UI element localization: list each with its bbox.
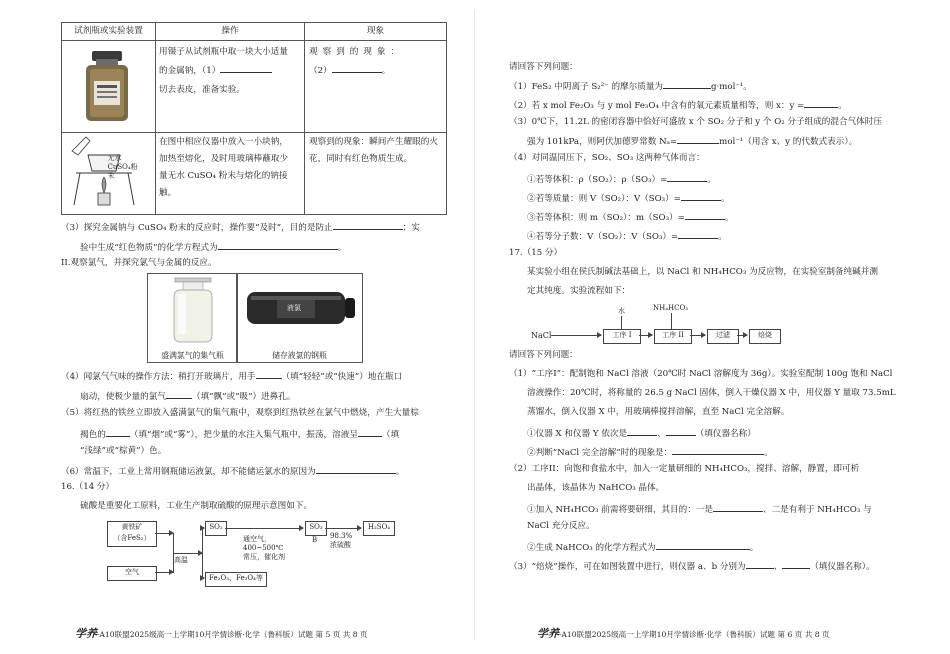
answer-blank-17[interactable] (627, 426, 657, 436)
answer-blank-13[interactable] (667, 172, 707, 182)
row1-op-line1: 用镊子从试剂瓶中取一块大小适量 (159, 47, 288, 57)
s2-line1: （2）工序II：向饱和食盐水中，加入一定量研细的 NH₄HCO₃，搅拌、溶解，静置，即可析 (509, 464, 860, 474)
s2-line2: 出晶体，该晶体为 NaHCO₃ 晶体。 (527, 483, 665, 493)
calcine-box: 焙烧 (749, 329, 781, 344)
part-ii-heading: II.观察氯气，并探究氯气与金属的反应。 (61, 258, 217, 268)
s1-q1: ①仪器 X 和仪器 Y 依次是 、 （填仪器名称） (527, 426, 756, 440)
water-label: 水 (618, 307, 625, 315)
answer-blank-9[interactable] (316, 464, 396, 474)
q17-title: 17.（15 分） (509, 248, 563, 258)
row2-operation-cell (156, 133, 305, 215)
q16-intro: 硫酸是重要化工原料，工业生产制取硫酸的原理示意图如下。 (80, 501, 313, 511)
row2-op-line1: 在图中相应仪器中放入一小块钠， (159, 137, 288, 147)
answer-blank-16[interactable] (678, 229, 718, 239)
q3-line2: 验中生成“红色物质”的化学方程式为 。 (80, 240, 346, 254)
s3-line: （3）“焙烧”操作，可在如图装置中进行，则仪器 a、b 分别为 、 （填仪器名称）。 (509, 559, 875, 573)
filter-arrow (737, 335, 747, 336)
answer-blank-5[interactable] (256, 369, 282, 379)
answer-blank-11[interactable] (804, 98, 838, 108)
row1-phenomenon-cell (305, 41, 447, 133)
answer-blank-2[interactable] (332, 63, 382, 73)
table-header-phenomenon: 现象 (305, 23, 447, 41)
nacl-label: NaCl (531, 331, 552, 340)
cylinder-label: 液氯 (287, 304, 301, 312)
reactor-arrow (173, 553, 202, 554)
row2-op-line4: 触。 (159, 188, 177, 198)
answer-blank-20[interactable] (713, 502, 763, 512)
step1-box: 工序 I (603, 329, 641, 344)
q6-line: （6）常温下，工业上常用钢瓶储运液氯，却不能储运氯水的原因为 。 (61, 464, 404, 478)
answer-blank-8[interactable] (358, 427, 382, 437)
answer-blank-14[interactable] (681, 191, 721, 201)
s1-q2: ②判断“NaCl 完全溶解”时的现象是： 。 (527, 445, 773, 459)
q5-line1: （5）将红热的铁丝立即放入盛满氯气的集气瓶中，观察到红热铁丝在氯气中燃烧，产生大量棕 (61, 408, 419, 418)
steel-cylinder-caption: 储存液氯的钢瓶 (272, 351, 327, 360)
answer-blank-21[interactable] (656, 540, 750, 550)
q4-line-right: （4）对同温同压下，SO₂、SO₃ 这两种气体而言： (509, 153, 705, 163)
logo-icon: 学养 (75, 627, 97, 640)
so3-box: SO₃ (305, 521, 327, 536)
reagent-bottle-image (62, 41, 155, 129)
footer-6: 学养·A10联盟2025级高一上学期10月学情诊断·化学（鲁科版）试题 第 6 页 共 8 页 (537, 627, 830, 640)
s1-line2: 溶液操作：20℃时，将称量的 26.5 g NaCl 固体，倒入干燥仪器 X 中，用仪器 Y 量取 73.5mL (527, 388, 896, 398)
q3-line2-right: 强为 101kPa，则阿伏加德罗常数 Nₐ= mol⁻¹（用含 x、y 的代数式表示）。 (527, 134, 857, 148)
cuso4-label: 无水CuSO₄粉末 (107, 153, 138, 180)
conversion-conditions: 通空气， 400~500℃ 常压，催化剂 (243, 535, 285, 561)
iron-oxides-box: Fe₂O₃、Fe₃O₄等 (205, 572, 267, 587)
lead2-text: 请回答下列问题： (509, 350, 578, 360)
oxide-arrow (202, 578, 204, 579)
absorption-conditions: 98.3% 浓硫酸 (330, 532, 353, 549)
air-box: 空气 (107, 566, 157, 581)
logo-icon: 学养 (537, 627, 559, 640)
row1-ph-line1: 观察到的现象： (309, 47, 405, 57)
row2-phenomenon-cell (305, 133, 447, 215)
s1-line1: （1）“工序I”：配制饱和 NaCl 溶液（20℃时 NaCl 溶解度为 36g）。实验室配制 100g 饱和 NaCl (509, 369, 893, 379)
q4-item3: ③若等体积：则 m（SO₂）：m（SO₃）= 。 (527, 210, 733, 224)
nh4hco3-label: NH₄HCO₃ (653, 304, 689, 312)
gas-bottle-figure (147, 273, 238, 363)
row2-op-line2: 加热至熔化，及时用玻璃棒蘸取少 (159, 154, 288, 164)
table-header-operation: 操作 (156, 23, 305, 41)
answer-blank-19[interactable] (672, 445, 764, 455)
q3-line1-right: （3）0℃下，11.2L 的密闭容器中恰好可盛放 x 个 SO₂ 分子和 y 个 O₂ 分子组成的混合气体时压 (509, 117, 882, 127)
so2-arrow (202, 528, 204, 529)
gas-bottle-caption: 盛满氯气的集气瓶 (161, 351, 224, 360)
so3-to-acid-arrow (325, 528, 361, 529)
b-label: B (312, 536, 318, 544)
q1-line: （1）FeS₂ 中阴离子 S₂²⁻ 的摩尔质量为 g·mol⁻¹。 (509, 79, 752, 93)
row2-ph-line1: 观察到的现象：瞬间产生耀眼的火 (309, 137, 438, 147)
h2so4-box: H₂SO₄ (363, 521, 395, 536)
lead-text: 请回答下列问题： (509, 62, 578, 72)
q4-item4: ④若等分子数：V（SO₂）：V（SO₃）= 。 (527, 229, 727, 243)
so2-to-so3-arrow (225, 528, 303, 529)
pyrite-box: 黄铁矿 （含FeS₂） (107, 521, 157, 547)
answer-blank-10[interactable] (663, 79, 711, 89)
water-line (621, 316, 622, 329)
step1-arrow (639, 335, 652, 336)
filter-box: 过滤 (707, 329, 739, 344)
footer-5: 学养·A10联盟2025级高一上学期10月学情诊断·化学（鲁科版）试题 第 5 页 共 8 页 (75, 627, 368, 640)
answer-blank-7[interactable] (106, 427, 130, 437)
row2-op-line3: 量无水 CuSO₄ 粉末与熔化的钠接 (159, 171, 288, 181)
nh4hco3-line (671, 313, 672, 329)
gas-bottle-image (148, 274, 237, 346)
row1-op-line2: 的金属钠，（1） (159, 62, 301, 81)
page-6 (475, 0, 950, 654)
answer-blank-1[interactable] (220, 63, 272, 73)
row2-ph-line2: 花，同时有红色物质生成。 (309, 154, 413, 164)
table-header-apparatus: 试剂瓶或实验装置 (62, 23, 156, 41)
row1-op-line3: 切去表皮，准备实验。 (159, 85, 245, 95)
row1-operation-cell (156, 41, 305, 133)
nacl-arrow (551, 335, 601, 336)
answer-blank-6[interactable] (166, 389, 192, 399)
q5-line3: “浅绿”或“棕黄”）色。 (80, 446, 167, 456)
s2-q1-line2: NaCl 充分反应。 (527, 521, 595, 531)
q17-intro-line1: 某实验小组在侯氏制碱法基础上，以 NaCl 和 NH₄HCO₃ 为反应物，在实验室制备纯碱并测 (527, 267, 878, 277)
s2-q1-line1: ①加入 NH₄HCO₃ 前需将要研细，其目的：一是 、二是有利于 NH₄HCO₃ 与 (527, 502, 872, 516)
experiment-table (61, 22, 447, 215)
steel-cylinder-figure (236, 273, 363, 363)
pyrite-arrow (155, 533, 173, 534)
answer-blank-12[interactable] (677, 134, 719, 144)
so2-box: SO₂ (205, 521, 227, 536)
heating-setup-cell (62, 133, 156, 215)
split-line (202, 528, 203, 579)
answer-blank-18[interactable] (666, 426, 696, 436)
answer-blank-3[interactable] (333, 220, 403, 230)
q17-intro-line2: 定其纯度。实验流程如下： (527, 286, 631, 296)
q3-line1: （3）探究金属钠与 CuSO₄ 粉末的反应时，操作要“及时”，目的是防止 ；实 (61, 220, 420, 234)
row1-ph-line2: （2） 。 (309, 62, 442, 81)
s2-q2: ②生成 NaHCO₃ 的化学方程式为 。 (527, 540, 758, 554)
step2-arrow (690, 335, 705, 336)
q2-line: （2）若 x mol Fe₂O₃ 与 y mol Fe₃O₄ 中含有的氧元素质量相等，则 x：y = 。 (509, 98, 847, 112)
q4-line1: （4）闻氯气气味的操作方法：稍打开玻璃片，用手 （填“轻轻”或“快速”）地在瓶口 (61, 369, 402, 383)
answer-blank-4[interactable] (218, 240, 338, 250)
step2-box: 工序 II (654, 329, 692, 344)
q4-item2: ②若等质量：则 V（SO₂）：V（SO₃）= 。 (527, 191, 730, 205)
q16-title: 16.（14 分） (61, 482, 115, 492)
reagent-bottle-cell (62, 41, 156, 133)
answer-blank-22[interactable] (746, 559, 774, 569)
high-temp-label: 高温 (174, 556, 188, 564)
q5-line2: 褐色的 （填“烟”或“雾”），把少量的水注入集气瓶中，振荡，溶液呈 （填 (80, 427, 399, 441)
q4-line2: 扇动，使极少量的氯气 （填“飘”或“吸”）进鼻孔。 (80, 389, 295, 403)
answer-blank-23[interactable] (782, 559, 810, 569)
q4-item1: ①若等体积：ρ（SO₂）：ρ（SO₃）= 。 (527, 172, 716, 186)
s1-line3: 蒸馏水，倒入仪器 X 中，用玻璃棒搅拌溶解，直至 NaCl 完全溶解。 (527, 407, 790, 417)
air-arrow (155, 572, 173, 573)
answer-blank-15[interactable] (685, 210, 725, 220)
